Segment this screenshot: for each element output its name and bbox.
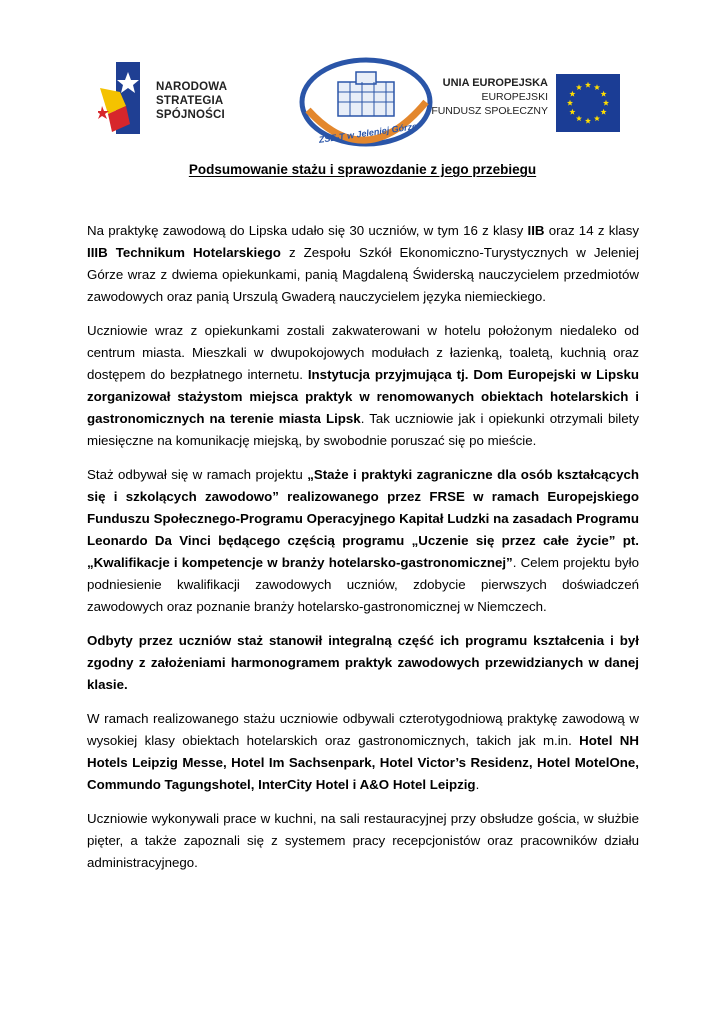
document-body [87, 220, 639, 886]
p5-text-c: . [475, 777, 480, 792]
eu-line3: FUNDUSZ SPOŁECZNY [431, 105, 548, 117]
document-title: Podsumowanie stażu i sprawozdanie z jego przebiegu [188, 162, 537, 177]
nss-logo-text [156, 80, 288, 122]
p1-class-iiib: IIIB Technikum Hotelarskiego [87, 245, 281, 260]
p3-project-name: „Staże i praktyki zagraniczne dla osób kształcących się i szkolących zawodowo” realizowanego przez FRSE w ramach Europejskiego Funduszu Społecznego-Programu Operacyjnego Kapitał Ludzki na zasadach Programu Leonardo Da Vinci będącego częścią programu „Uczenie się przez całe życie” pt. „Kwalifikacje i kompetencje w branży hotelarsko-gastronomicznej” [87, 467, 639, 570]
p3-text-c: . Celem projektu było podniesienie kwalifikacji zawodowych uczniów, zdobycie pierwszych doświadczeń zawodowych oraz poznanie branży hotelarsko-gastronomicznej w Niemczech. [87, 555, 640, 614]
p3-text-a: Staż odbywał się w ramach projektu [87, 467, 308, 482]
paragraph-6 [87, 808, 639, 874]
paragraph-2 [87, 320, 639, 452]
nss-line2: STRATEGIA SPÓJNOŚCI [156, 95, 225, 121]
paragraph-4 [87, 630, 639, 696]
p2-text-c: . Tak uczniowie jak i opiekunki otrzymali bilety miesięczne na komunikację miejską, by swobodnie poruszać się po mieście. [87, 411, 639, 448]
paragraph-5 [87, 708, 639, 796]
eu-line2: EUROPEJSKI [481, 91, 548, 103]
school-logo-text: ZSE-T w Jeleniej Górze [318, 121, 418, 145]
p6-text: Uczniowie wykonywali prace w kuchni, na sali restauracyjnej przy obsłudze gościa, w służbie pięter, a także zapoznali się z systemem pracy recepcjonistów oraz pracowników działu administracyjnego. [87, 811, 639, 870]
eu-logo-text [431, 76, 548, 118]
paragraph-1 [87, 220, 639, 308]
eu-logo [431, 72, 628, 132]
document-header [0, 0, 725, 160]
p2-text-a: Uczniowie wraz z opiekunkami zostali zakwaterowani w hotelu położonym niedaleko od centrum miasta. Mieszkali w dwupokojowych modułach z łazienką, toaletą, kuchnią oraz dostępem do bezpłatnego internetu. [87, 323, 639, 382]
p1-text-a: Na praktykę zawodową do Lipska udało się 30 uczniów, w tym 16 z klasy [87, 223, 528, 238]
eu-line1: UNIA EUROPEJSKA [442, 77, 548, 89]
p2-institution: Instytucja przyjmująca tj. Dom Europejski w Lipsku zorganizował stażystom miejsca praktyk w renomowanych obiektach hotelarskich i gastronomicznych na terenie miasta Lipsk [87, 367, 639, 426]
school-logo [298, 54, 434, 150]
eu-flag-icon [556, 74, 620, 132]
p4-text: Odbyty przez uczniów staż stanowił integralną część ich programu kształcenia i był zgodny z założeniami harmonogramem praktyk zawodowych przewidzianych w danej klasie. [87, 633, 639, 692]
p5-text-a: W ramach realizowanego stażu uczniowie odbywali czterotygodniową praktykę zawodową w wysokiej klasy obiektach hotelarskich oraz gastronomicznych, takich jak m.in. [87, 711, 639, 748]
nss-line1: NARODOWA [156, 81, 228, 93]
p1-text-c: oraz 14 z klasy [544, 223, 639, 238]
nss-star-emblem-icon [98, 58, 154, 138]
paragraph-3 [87, 464, 639, 618]
nss-logo [98, 58, 288, 138]
p5-hotels: Hotel NH Hotels Leipzig Messe, Hotel Im Sachsenpark, Hotel Victor’s Residenz, Hotel MotelOne, Commundo Tagungshotel, InterCity Hotel i A&O Hotel Leipzig [87, 733, 639, 792]
p1-class-iib: IIB [527, 223, 545, 238]
p1-text-e: z Zespołu Szkół Ekonomiczno-Turystycznych w Jeleniej Górze wraz z dwiema opiekunkami, panią Magdaleną Świderską nauczycielem przedmiotów zawodowych oraz panią Urszulą Gwaderą nauczycielem języka niemieckiego. [87, 245, 639, 304]
school-building-icon [338, 72, 394, 116]
